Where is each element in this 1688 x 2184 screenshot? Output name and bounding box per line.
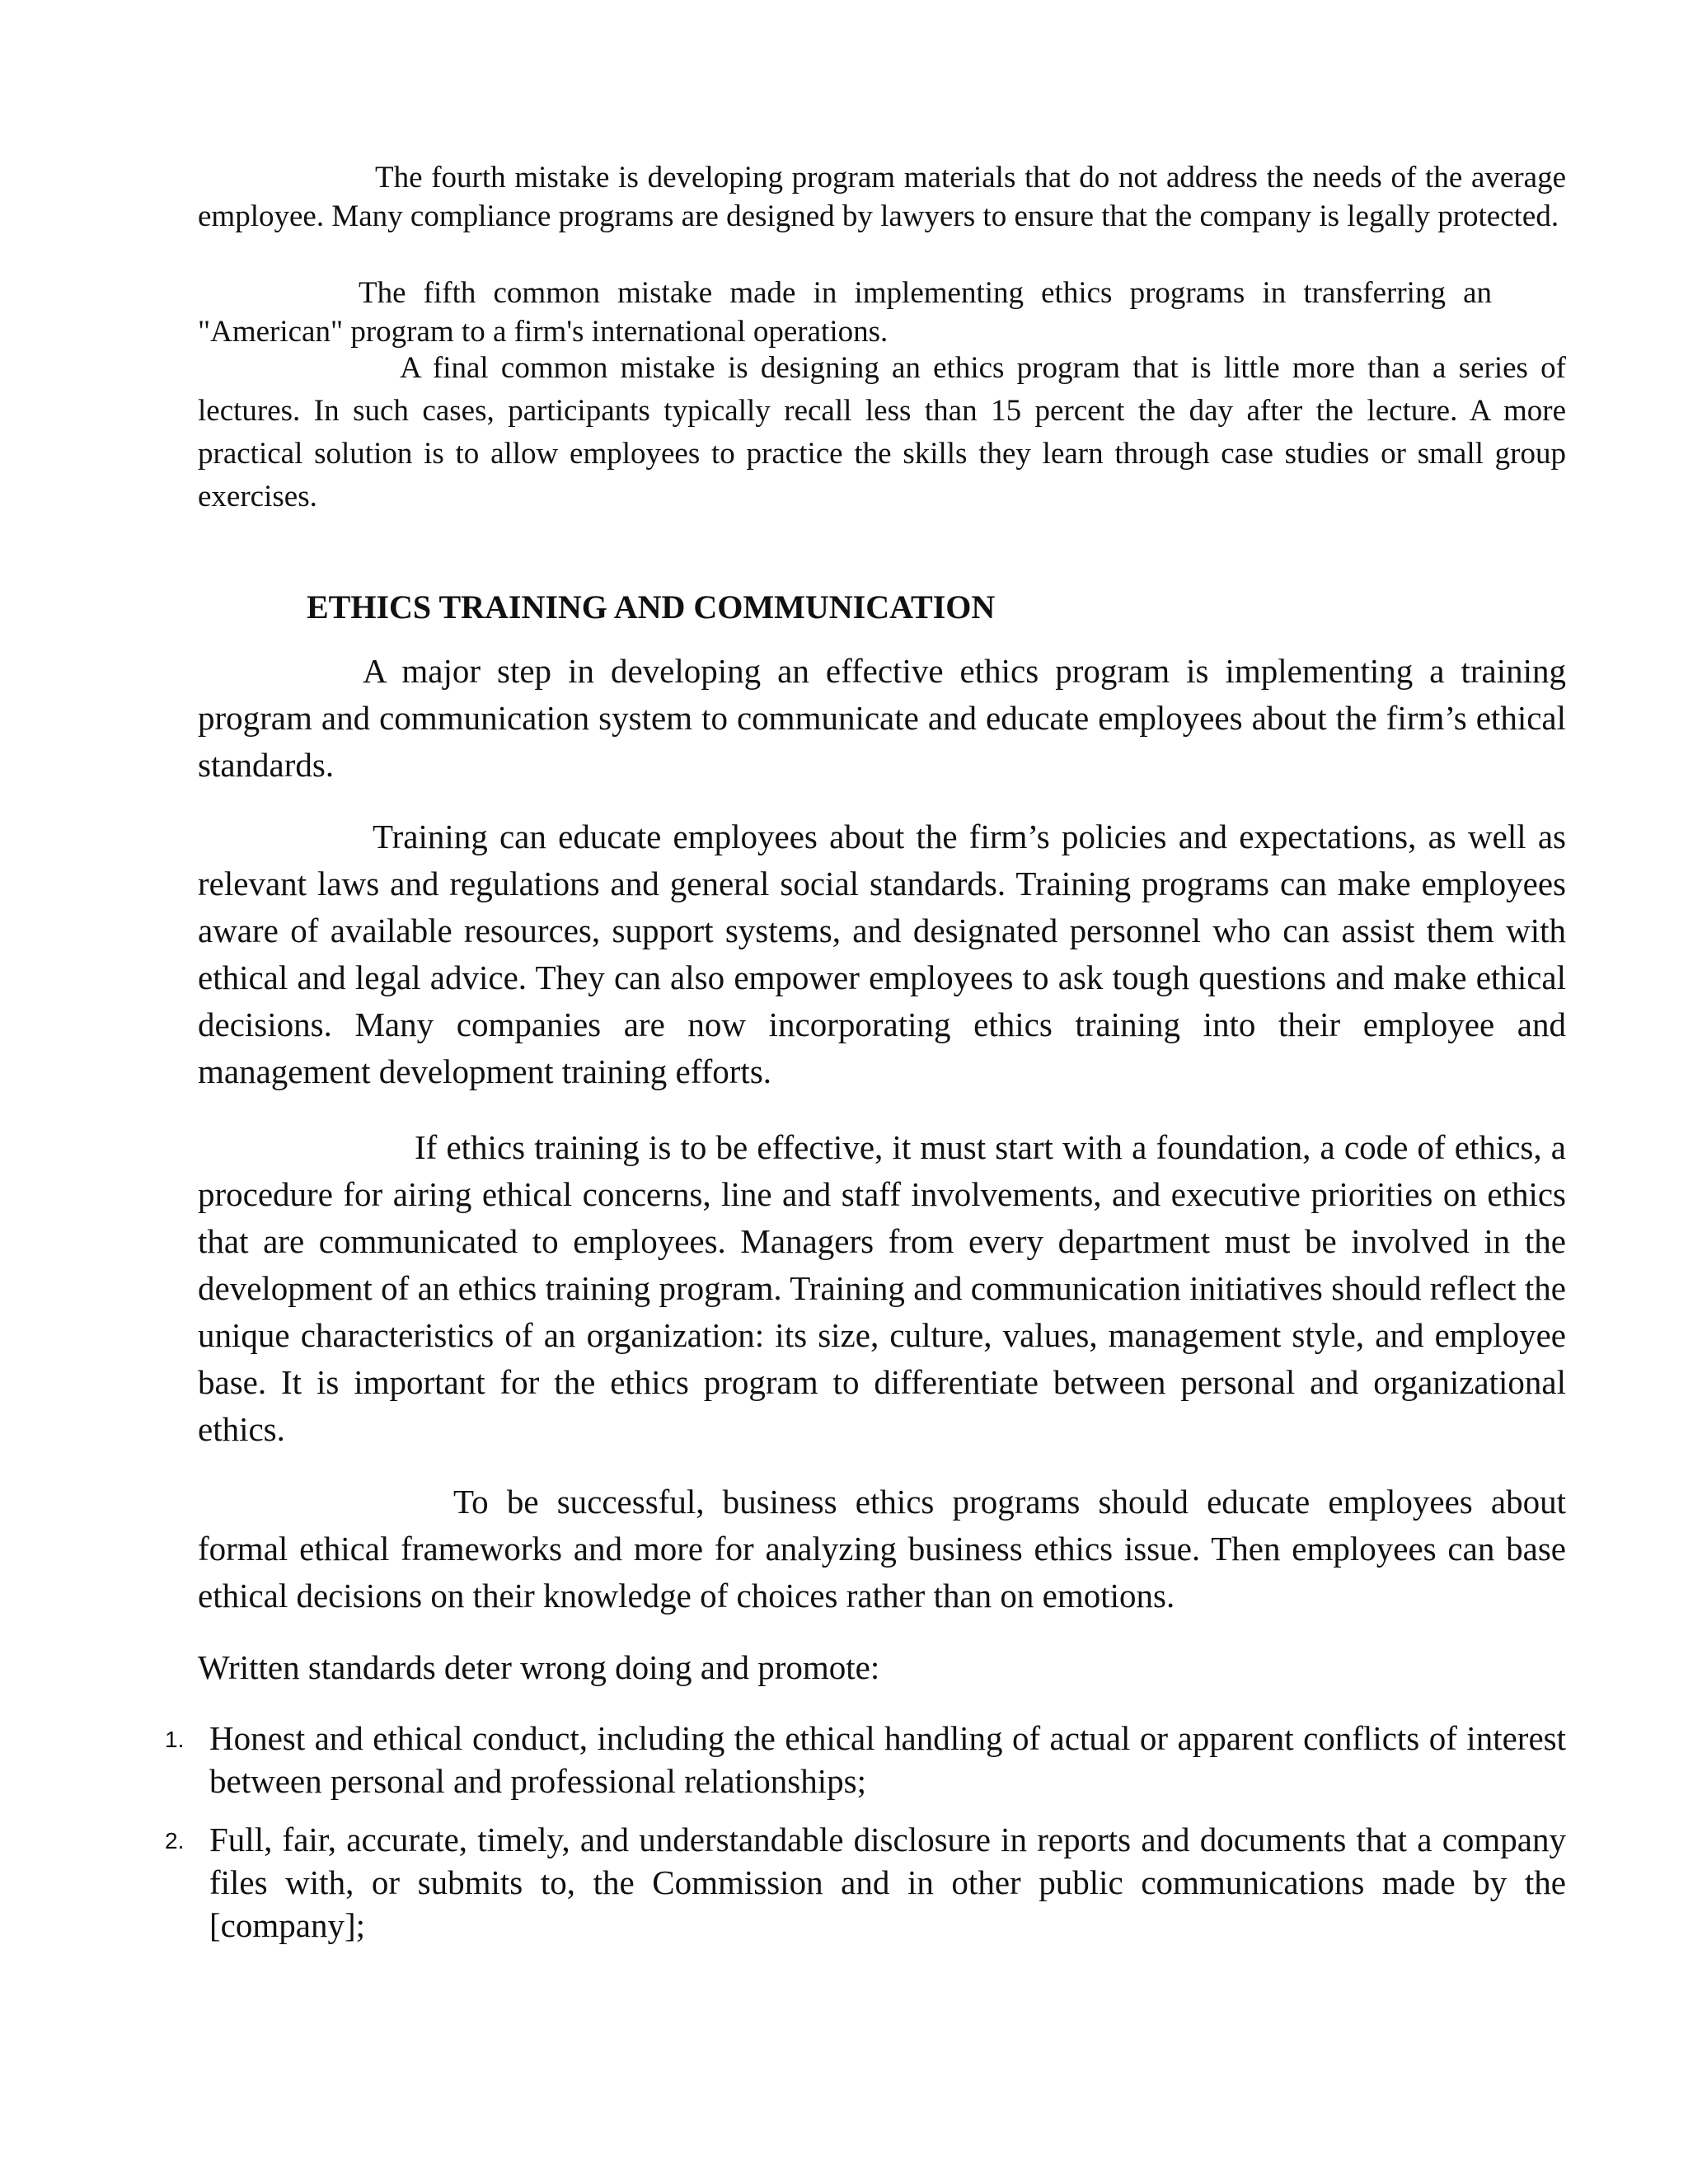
list-item (165, 1818, 1566, 1947)
list-number: 1. (165, 1727, 185, 1752)
list-item-text: Full, fair, accurate, timely, and understandable disclosure in reports and documents that a company files with, or submits to, the Commission and in other public communications made by the [company]; (209, 1821, 1566, 1944)
list-number: 2. (165, 1828, 185, 1854)
paragraph-final-mistake: A final common mistake is designing an ethics program that is little more than a series of lectures. In such cases, participants typically recall less than 15 percent the day after the lecture. A more practical solution is to allow employees to practice the skills they learn through case studies or small group exercises. (198, 351, 1566, 513)
paragraph-fourth-mistake: The fourth mistake is developing program materials that do not address the needs of the average employee. Many compliance programs are designed by lawyers to ensure that the company is legally protected. (198, 161, 1566, 233)
paragraph-successful-programs: To be successful, business ethics programs should educate employees about formal ethical frameworks and more for analyzing business ethics issue. Then employees can base ethical decisions on their knowledge of choices rather than on emotions. (198, 1483, 1566, 1615)
list-item-text: Honest and ethical conduct, including the ethical handling of actual or apparent conflicts of interest between personal and professional relationships; (209, 1719, 1566, 1800)
list-item (165, 1717, 1566, 1802)
paragraph-training-educate: Training can educate employees about the firm’s policies and expectations, as well as relevant laws and regulations and general social standards. Training programs can make employees aware of available resources, support systems, and designated personnel who can assist them with ethical and legal advice. They can also empower employees to ask tough questions and make ethical decisions. Many companies are now incorporating ethics training into their employee and management development training efforts. (198, 818, 1566, 1090)
paragraph-effective-training: If ethics training is to be effective, it must start with a foundation, a code of ethics, a procedure for airing ethical concerns, line and staff involvements, and executive priorities on ethics that are communicated to employees. Managers from every department must be involved in the development of an ethics training program. Training and communication initiatives should reflect the unique characteristics of an organization: its size, culture, values, management style, and employee base. It is important for the ethics program to differentiate between personal and organizational ethics. (198, 1128, 1566, 1448)
paragraph-fifth-mistake: The fifth common mistake made in implementing ethics programs in transferring an "American" program to a firm's international operations. (198, 276, 1492, 349)
paragraph-major-step: A major step in developing an effective ethics program is implementing a training program and communication system to communicate and educate employees about the firm’s ethical standards. (198, 652, 1566, 784)
section-heading: ETHICS TRAINING AND COMMUNICATION (307, 588, 996, 626)
list-lead-in: Written standards deter wrong doing and promote: (198, 1648, 880, 1686)
